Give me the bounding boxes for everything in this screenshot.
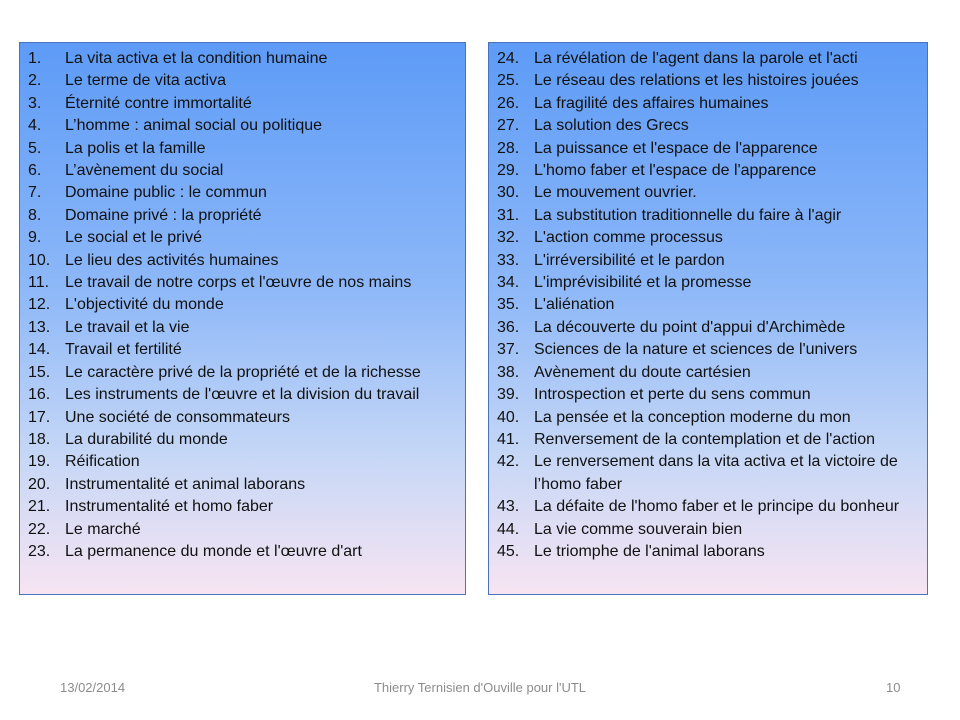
item-text: Les instruments de l'œuvre et la division du travail [65, 386, 420, 404]
list-item [28, 70, 451, 92]
item-text: L’homme : animal social ou politique [65, 117, 323, 135]
item-number: 15. [28, 363, 51, 381]
list-item [497, 48, 913, 70]
item-text: La vita activa et la condition humaine [65, 50, 328, 67]
list-item [28, 339, 451, 361]
item-text: La substitution traditionnelle du faire à l'agir [534, 206, 842, 224]
item-text: Sciences de la nature et sciences de l'univers [534, 341, 858, 359]
footer-author: Thierry Ternisien d'Ouville pour l'UTL [373, 680, 587, 695]
list-item [497, 272, 913, 294]
list-item [28, 429, 451, 451]
item-number: 11. [28, 274, 50, 292]
item-text: L'imprévisibilité et la promesse [534, 274, 752, 292]
item-text: La durabilité du monde [65, 430, 228, 448]
list-item [28, 496, 451, 518]
list-item [497, 384, 913, 406]
item-number: 14. [28, 341, 51, 359]
item-text: La découverte du point d'appui d'Archimède [534, 318, 846, 336]
item-text: L'objectivité du monde [65, 296, 224, 314]
item-number: 4. [28, 117, 42, 135]
item-text: Le réseau des relations et les histoires jouées [534, 72, 859, 90]
toc-panel-right [488, 42, 928, 595]
list-item [497, 429, 913, 451]
list-item [28, 227, 451, 249]
item-number: 23. [28, 542, 51, 560]
list-item [28, 384, 451, 406]
item-number: 21. [28, 498, 51, 516]
item-text: La permanence du monde et l'œuvre d'art [65, 542, 362, 560]
item-text: La polis et la famille [65, 139, 206, 157]
item-number: 39. [497, 386, 520, 404]
list-item [28, 474, 451, 496]
footer-date: 13/02/2014 [60, 680, 126, 695]
item-number: 28. [497, 139, 520, 157]
item-number: 7. [28, 184, 42, 202]
item-text: Le caractère privé de la propriété et de la richesse [65, 363, 421, 381]
toc-list-right [497, 48, 913, 563]
item-number: 10. [28, 251, 51, 269]
item-number: 20. [28, 475, 51, 493]
item-text: L'action comme processus [534, 229, 723, 247]
item-text: Domaine public : le commun [65, 184, 267, 202]
list-item [497, 496, 913, 518]
list-item [28, 115, 451, 137]
item-text: La défaite de l'homo faber et le principe du bonheur [534, 498, 900, 516]
item-text: Introspection et perte du sens commun [534, 386, 811, 404]
item-text: Éternité contre immortalité [65, 94, 252, 112]
item-number: 34. [497, 274, 520, 292]
list-item [497, 227, 913, 249]
item-number: 24. [497, 50, 520, 67]
list-item [28, 362, 451, 384]
item-number: 44. [497, 520, 520, 538]
item-text: Réification [65, 453, 140, 471]
item-text: L'irréversibilité et le pardon [534, 251, 725, 269]
item-text: Instrumentalité et homo faber [65, 498, 274, 516]
item-text: Le marché [65, 520, 141, 538]
item-text: Domaine privé : la propriété [65, 206, 262, 224]
item-text: La pensée et la conception moderne du mon [534, 408, 851, 426]
item-number: 37. [497, 341, 520, 359]
list-item [28, 294, 451, 316]
item-number: 13. [28, 318, 51, 336]
item-number: 25. [497, 72, 520, 90]
item-number: 3. [28, 94, 42, 112]
item-text: Instrumentalité et animal laborans [65, 475, 306, 493]
item-text: Le lieu des activités humaines [65, 251, 279, 269]
item-number: 36. [497, 318, 520, 336]
item-number: 2. [28, 72, 42, 90]
item-text: Le terme de vita activa [65, 72, 226, 90]
item-number: 35. [497, 296, 520, 314]
list-item [497, 160, 913, 182]
item-text: Le social et le privé [65, 229, 202, 247]
item-text: Le renversement dans la vita activa et la victoire de l’homo faber [534, 453, 898, 493]
list-item [28, 138, 451, 160]
item-text: Le travail de notre corps et l'œuvre de nos mains [65, 274, 412, 292]
item-number: 9. [28, 229, 42, 247]
item-text: Une société de consommateurs [65, 408, 290, 426]
item-number: 6. [28, 162, 42, 180]
list-item [497, 70, 913, 92]
item-number: 42. [497, 453, 520, 471]
list-item [497, 519, 913, 541]
list-item [28, 250, 451, 272]
item-number: 19. [28, 453, 51, 471]
toc-panel-left [19, 42, 466, 595]
item-number: 40. [497, 408, 520, 426]
list-item [28, 205, 451, 227]
item-number: 31. [497, 206, 520, 224]
list-item [497, 317, 913, 339]
list-item [28, 541, 451, 563]
item-number: 29. [497, 162, 520, 180]
item-text: Renversement de la contemplation et de l'action [534, 430, 876, 448]
item-text: L'homo faber et l'espace de l'apparence [534, 162, 817, 180]
list-item [28, 451, 451, 473]
list-item [497, 451, 913, 496]
toc-list-left [28, 48, 451, 563]
item-text: Le triomphe de l'animal laborans [534, 542, 765, 560]
list-item [497, 541, 913, 563]
item-number: 1. [28, 50, 42, 67]
list-item [28, 407, 451, 429]
item-text: La puissance et l'espace de l'apparence [534, 139, 818, 157]
list-item [497, 407, 913, 429]
list-item [497, 138, 913, 160]
footer-page-number: 10 [886, 680, 901, 695]
item-number: 18. [28, 430, 51, 448]
list-item [497, 339, 913, 361]
list-item [497, 115, 913, 137]
item-text: La vie comme souverain bien [534, 520, 743, 538]
item-number: 5. [28, 139, 42, 157]
list-item [497, 250, 913, 272]
list-item [497, 362, 913, 384]
list-item [28, 160, 451, 182]
item-number: 41. [497, 430, 520, 448]
list-item [497, 294, 913, 316]
list-item [28, 317, 451, 339]
list-item [28, 519, 451, 541]
item-number: 33. [497, 251, 520, 269]
item-number: 17. [28, 408, 51, 426]
list-item [28, 182, 451, 204]
item-number: 45. [497, 542, 520, 560]
item-number: 43. [497, 498, 520, 516]
item-text: La solution des Grecs [534, 117, 689, 135]
item-text: L’avènement du social [65, 162, 224, 180]
item-text: Travail et fertilité [65, 341, 182, 359]
item-number: 26. [497, 94, 520, 112]
item-text: Le travail et la vie [65, 318, 190, 336]
list-item [497, 182, 913, 204]
item-number: 38. [497, 363, 520, 381]
item-number: 8. [28, 206, 42, 224]
item-number: 12. [28, 296, 51, 314]
list-item [28, 272, 451, 294]
list-item [497, 205, 913, 227]
item-text: Avènement du doute cartésien [534, 363, 751, 381]
item-text: L'aliénation [534, 296, 615, 314]
list-item [497, 93, 913, 115]
item-number: 27. [497, 117, 520, 135]
item-number: 22. [28, 520, 51, 538]
list-item [28, 93, 451, 115]
item-number: 32. [497, 229, 520, 247]
item-number: 16. [28, 386, 51, 404]
item-number: 30. [497, 184, 520, 202]
item-text: Le mouvement ouvrier. [534, 184, 697, 202]
item-text: La fragilité des affaires humaines [534, 94, 769, 112]
list-item [28, 48, 451, 70]
item-text: La révélation de l'agent dans la parole et l'acti [534, 50, 858, 67]
